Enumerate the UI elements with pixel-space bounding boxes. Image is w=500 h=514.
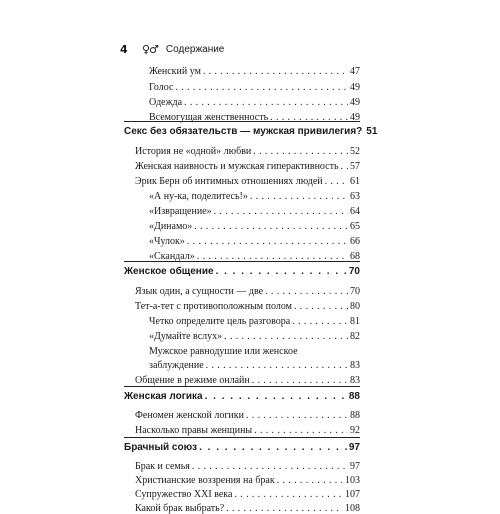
toc-entry-title: Язык один, а сущности — две: [135, 286, 264, 297]
toc-entry-title: «Динамо»: [149, 221, 193, 232]
section-divider: [124, 386, 360, 387]
toc-entry-title: заблуждение: [149, 360, 204, 371]
toc-entry-title: Всемогущая женственность: [149, 112, 269, 123]
toc-entry-page: 49: [350, 82, 360, 93]
toc-entry: [0, 146, 360, 157]
toc-entry-title: Христианские воззрения на брак: [135, 475, 275, 486]
toc-entry-page: 65: [350, 221, 360, 232]
toc-entry-title: Какой брак выбрать?: [135, 503, 225, 514]
dot-leader: [341, 161, 348, 172]
toc-entry: [0, 97, 360, 108]
toc-entry-page: 81: [350, 316, 360, 327]
dot-leader: [194, 221, 348, 232]
dot-leader: [253, 146, 348, 157]
toc-entry-page: 63: [350, 191, 360, 202]
toc-entry-page: 92: [350, 425, 360, 436]
toc-entry-title: «Извращение»: [149, 206, 212, 217]
dot-leader: [254, 425, 348, 436]
toc-entry-page: 70: [350, 286, 360, 297]
dot-leader: [203, 66, 348, 77]
toc-entry: [0, 316, 360, 327]
toc-entry: [0, 489, 360, 500]
toc-entry: [0, 236, 360, 247]
toc-entry-page: 57: [350, 161, 360, 172]
toc-chapter-page: 70: [348, 266, 360, 277]
toc-entry-title: «Скандал»: [149, 251, 195, 262]
toc-entry: [0, 475, 360, 486]
toc-entry: [0, 503, 360, 514]
toc-entry: [0, 206, 360, 217]
toc-chapter-page: 51: [366, 126, 378, 137]
toc-entry: [0, 286, 360, 297]
toc-chapter: [0, 266, 360, 277]
toc-entry-page: 49: [350, 97, 360, 108]
toc-entry: [0, 221, 360, 232]
toc-chapter: [0, 126, 378, 137]
toc-entry-page: 80: [350, 301, 360, 312]
toc-entry-page: 64: [350, 206, 360, 217]
toc-entry-title: Феномен женской логики: [135, 410, 244, 421]
toc-chapter-title: Женское общение: [124, 266, 214, 277]
toc-entry-page: 107: [345, 489, 360, 500]
female-male-symbols-icon: ♀♂: [142, 42, 158, 56]
toc-chapter-page: 97: [348, 442, 360, 453]
toc-entry-title: История не «одной» любви: [135, 146, 252, 157]
toc-entry: [0, 66, 360, 77]
toc-entry-page: 61: [350, 176, 360, 187]
dot-leader: [234, 489, 343, 500]
toc-entry-title: Женский ум: [149, 66, 201, 77]
toc-entry-page: 83: [350, 360, 360, 371]
toc-entry: [0, 82, 360, 93]
toc-entry: [0, 461, 360, 472]
page-number: 4: [120, 42, 128, 56]
toc-entry-title: Эрик Берн об интимных отношениях людей: [135, 176, 323, 187]
toc-entry-title: Одежда: [149, 97, 183, 108]
dot-leader: [206, 360, 348, 371]
toc-entry: [0, 301, 360, 312]
section-divider: [124, 261, 360, 262]
toc-entry-title: Насколько правы женщины: [135, 425, 253, 436]
dot-leader: [292, 316, 348, 327]
toc-chapter-title: Женская логика: [124, 391, 203, 402]
running-header: [120, 41, 224, 57]
toc-entry-title: Общение в режиме онлайн: [135, 375, 250, 386]
dot-leader: [325, 176, 348, 187]
toc-entry-title: Супружество XXI века: [135, 489, 233, 500]
dot-leader: [175, 82, 348, 93]
dot-leader: [265, 286, 348, 297]
toc-chapter: [0, 442, 360, 453]
dot-leader: [246, 410, 348, 421]
dot-leader: [205, 391, 347, 402]
toc-entry: [0, 191, 360, 202]
toc-entry-title: Четко определите цель разговора: [149, 316, 291, 327]
toc-entry: [0, 425, 360, 436]
toc-entry-page: 52: [350, 146, 360, 157]
toc-entry: [0, 161, 360, 172]
dot-leader: [224, 331, 348, 342]
toc-entry-title: «Чулок»: [149, 236, 185, 247]
dot-leader: [252, 375, 348, 386]
toc-entry: [0, 375, 360, 386]
running-header-title: Содержание: [165, 43, 225, 55]
toc-entry-page: 88: [350, 410, 360, 421]
toc-entry-title: «А ну-ка, поделитесь!»: [149, 191, 248, 202]
toc-entry-page: 47: [350, 66, 360, 77]
toc-entry-title: «Думайте вслух»: [149, 331, 223, 342]
toc-entry: [0, 410, 360, 421]
toc-entry-page: 82: [350, 331, 360, 342]
toc-entry-page: 49: [350, 112, 360, 123]
toc-entry-page: 103: [345, 475, 360, 486]
toc-entry-page: 68: [350, 251, 360, 262]
dot-leader: [184, 97, 348, 108]
toc-entry-title: Мужское равнодушие или женское: [149, 346, 298, 357]
toc-entry: [0, 360, 360, 371]
dot-leader: [216, 266, 347, 277]
toc-entry-title: Женская наивность и мужская гиперактивность: [135, 161, 339, 172]
toc-chapter: [0, 391, 360, 402]
dot-leader: [294, 301, 348, 312]
dot-leader: [226, 503, 343, 514]
section-divider: [124, 437, 360, 438]
toc-entry-page: 97: [350, 461, 360, 472]
toc-entry-page: 66: [350, 236, 360, 247]
section-divider: [124, 121, 360, 122]
toc-entry-title: Голос: [149, 82, 174, 93]
toc-entry: [0, 331, 360, 342]
dot-leader: [277, 475, 343, 486]
toc-entry-page: 108: [345, 503, 360, 514]
dot-leader: [199, 442, 347, 453]
toc-entry-page: 83: [350, 375, 360, 386]
toc-chapter-title: Брачный союз: [124, 442, 198, 453]
toc-chapter-title: Секс без обязательств — мужская привилегия?: [124, 126, 363, 137]
toc-chapter-page: 88: [348, 391, 360, 402]
toc-entry: [0, 176, 360, 187]
dot-leader: [187, 236, 348, 247]
dot-leader: [214, 206, 348, 217]
toc-entry-title: Тет-а-тет с противоположным полом: [135, 301, 292, 312]
toc-entry-title: Брак и семья: [135, 461, 190, 472]
dot-leader: [192, 461, 348, 472]
dot-leader: [250, 191, 348, 202]
